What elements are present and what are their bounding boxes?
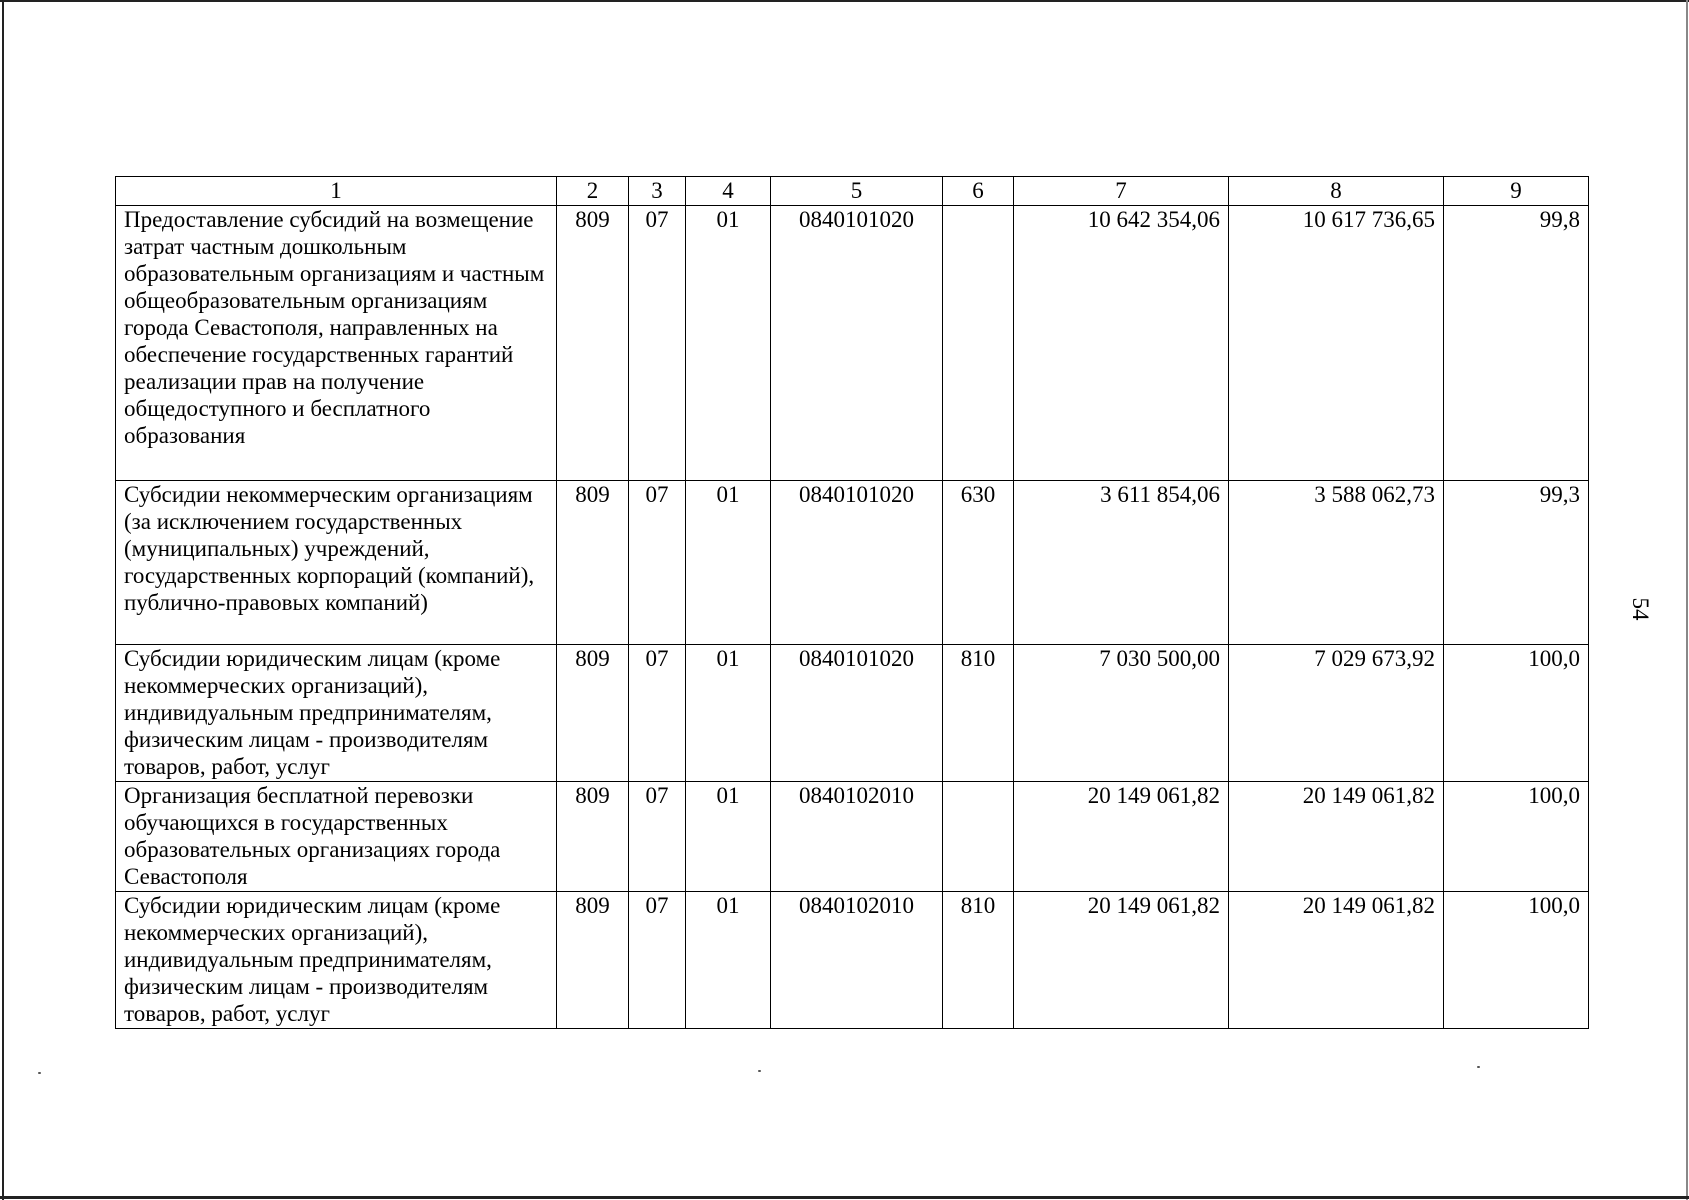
cell-target-article: 0840101020 (771, 645, 943, 782)
cell-target-article: 0840101020 (771, 206, 943, 481)
table-row (116, 782, 1589, 892)
scan-border-top (0, 0, 1689, 2)
scan-border-right (1686, 0, 1688, 1200)
column-number-2: 2 (557, 177, 629, 206)
row-name: Субсидии юридическим лицам (кроме некоммерческих организаций), индивидуальным предпринимателям, физическим лицам - производителям товаров, работ, услуг (116, 645, 557, 782)
cell-executed-amount: 7 029 673,92 (1229, 645, 1444, 782)
cell-ministry-code: 809 (557, 782, 629, 892)
row-name: Организация бесплатной перевозки обучающихся в государственных образовательных организациях города Севастополя (116, 782, 557, 892)
cell-section: 07 (629, 782, 686, 892)
table-row (116, 892, 1589, 1029)
cell-expense-type (943, 782, 1014, 892)
cell-target-article: 0840101020 (771, 481, 943, 645)
cell-subsection: 01 (686, 645, 771, 782)
cell-execution-percent: 99,8 (1444, 206, 1589, 481)
cell-subsection: 01 (686, 892, 771, 1029)
cell-planned-amount: 3 611 854,06 (1014, 481, 1229, 645)
budget-table (115, 176, 1589, 1029)
row-name: Субсидии некоммерческим организациям (за исключением государственных (муниципальных) учреждений, государственных корпораций (компаний), публично-правовых компаний) (116, 481, 557, 645)
scan-speck (38, 1072, 41, 1074)
cell-execution-percent: 99,3 (1444, 481, 1589, 645)
cell-ministry-code: 809 (557, 645, 629, 782)
scan-border-bottom (0, 1196, 1689, 1199)
cell-executed-amount: 20 149 061,82 (1229, 892, 1444, 1029)
cell-target-article: 0840102010 (771, 782, 943, 892)
cell-expense-type: 810 (943, 645, 1014, 782)
cell-section: 07 (629, 892, 686, 1029)
scan-speck (1477, 1066, 1480, 1068)
scan-speck (758, 1070, 761, 1072)
cell-planned-amount: 20 149 061,82 (1014, 892, 1229, 1029)
column-number-9: 9 (1444, 177, 1589, 206)
column-number-1: 1 (116, 177, 557, 206)
table-row (116, 645, 1589, 782)
column-number-4: 4 (686, 177, 771, 206)
table-row (116, 481, 1589, 645)
cell-execution-percent: 100,0 (1444, 892, 1589, 1029)
cell-subsection: 01 (686, 481, 771, 645)
cell-target-article: 0840102010 (771, 892, 943, 1029)
column-number-row (116, 177, 1589, 206)
cell-subsection: 01 (686, 206, 771, 481)
cell-ministry-code: 809 (557, 481, 629, 645)
row-name: Предоставление субсидий на возмещение затрат частным дошкольным образовательным организациям и частным общеобразовательным организациям города Севастополя, направленных на обеспечение государственных гарантий реализации прав на получение общедоступного и бесплатного образования (116, 206, 557, 481)
cell-planned-amount: 10 642 354,06 (1014, 206, 1229, 481)
cell-section: 07 (629, 206, 686, 481)
cell-ministry-code: 809 (557, 892, 629, 1029)
column-number-7: 7 (1014, 177, 1229, 206)
cell-ministry-code: 809 (557, 206, 629, 481)
cell-executed-amount: 10 617 736,65 (1229, 206, 1444, 481)
table-row (116, 206, 1589, 481)
column-number-8: 8 (1229, 177, 1444, 206)
cell-expense-type: 810 (943, 892, 1014, 1029)
cell-subsection: 01 (686, 782, 771, 892)
column-number-3: 3 (629, 177, 686, 206)
column-number-5: 5 (771, 177, 943, 206)
row-name: Субсидии юридическим лицам (кроме некоммерческих организаций), индивидуальным предпринимателям, физическим лицам - производителям товаров, работ, услуг (116, 892, 557, 1029)
cell-planned-amount: 7 030 500,00 (1014, 645, 1229, 782)
cell-expense-type (943, 206, 1014, 481)
cell-section: 07 (629, 645, 686, 782)
cell-executed-amount: 3 588 062,73 (1229, 481, 1444, 645)
page-number: 54 (1628, 597, 1653, 621)
cell-planned-amount: 20 149 061,82 (1014, 782, 1229, 892)
scan-border-left (2, 0, 4, 1200)
cell-execution-percent: 100,0 (1444, 782, 1589, 892)
column-number-6: 6 (943, 177, 1014, 206)
cell-section: 07 (629, 481, 686, 645)
cell-execution-percent: 100,0 (1444, 645, 1589, 782)
cell-expense-type: 630 (943, 481, 1014, 645)
cell-executed-amount: 20 149 061,82 (1229, 782, 1444, 892)
